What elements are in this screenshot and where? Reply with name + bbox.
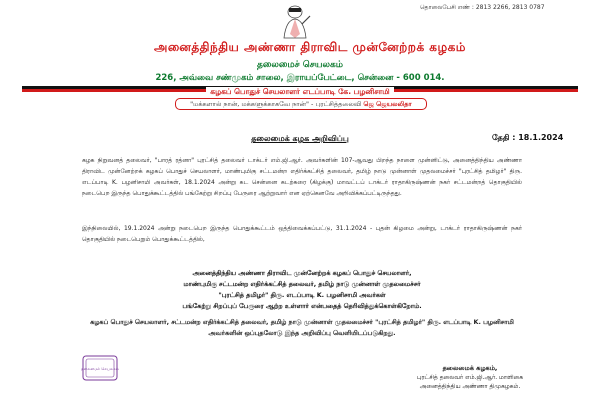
party-name-heading: அனைத்திந்திய அண்ணா திராவிட முன்னேற்றக் கழகம் <box>154 40 466 54</box>
announcement-line-3: "புரட்சித் தமிழர்" திரு. எடப்பாடி K. பழனிசாமி அவர்கள் <box>218 291 386 299</box>
announcement-line-2: மாண்புமிகு சட்டமன்ற எதிர்க்கட்சித் தலைவர், தமிழ் நாடு முன்னாள் முதலமைச்சர் <box>183 280 421 288</box>
office-seal <box>80 348 120 388</box>
address-line: 226, அவ்வை சண்முகம் சாலை, இராயப்பேட்டை, சென்னை - 600 014. <box>155 73 445 83</box>
signature-block <box>400 364 540 391</box>
notice-title: தலைமைக் கழக அறிவிப்பு <box>251 134 349 143</box>
seal-text: தலைமைச் செயலகம் <box>80 366 120 371</box>
header-phone: தொலைபேசி எண் : 2813 2266, 2813 0787 <box>420 4 545 11</box>
announcement-block <box>82 268 522 312</box>
party-leader-emblem <box>278 4 312 40</box>
tagline-box <box>175 98 427 110</box>
general-secretary-label <box>0 87 600 97</box>
signature-line-1: புரட்சித் தலைவர் எம்.ஜி.ஆர். மாளிகை <box>416 374 524 381</box>
signature-title: தலைமைக் கழகம், <box>442 364 498 372</box>
announcement-line-1: அனைத்திந்திய அண்ணா திராவிட முன்னேற்றக் கழகப் பொதுச் செயலாளர், <box>192 269 412 277</box>
general-secretary-text: கழகப் பொதுச் செயலாளர் எடப்பாடி கே. பழனிசாமி <box>206 87 393 96</box>
hq-label: தலைமைச் செயலகம் <box>257 60 343 70</box>
notice-date: தேதி : 18.1.2024 <box>492 133 564 142</box>
announcement-line-4: பங்கேற்று சிறப்புப் பேருரை ஆற்ற உள்ளார் என்பதைத் தெரிவித்துக்கொள்கிறோம். <box>182 302 422 310</box>
body-paragraph-3: கழகப் பொதுச் செயலாளர், சட்டமன்ற எதிர்க்கட்சித் தலைவர், தமிழ் நாடு முன்னாள் முதலமைச்சர் "புரட்சித் தமிழர்" திரு. எடப்பாடி K. பழனிசாமி அவர்களின் ஒப்புதலோடு இந்த அறிவிப்பு வெளியிடப்படுகிறது. <box>90 318 514 337</box>
body-paragraph-2: இந்நிலையில், 19.1.2024 அன்று நடைபெற இருந்த பொதுக்கூட்டம் ஒத்திவைக்கப்பட்டு, 31.1.2024 - புதன் கிழமை அன்று, டாக்டர் ராதாகிருஷ்ணன் நகர் தொகுதியில் நடைபெறும் பொதுக்கூட்டத்தில், <box>82 225 522 243</box>
signature-line-2: அனைத்திந்திய அண்ணா திமுகழகம். <box>419 383 521 390</box>
tagline-prefix: "மக்களால் நான், மக்களுக்காகவே நான்" - புரட்சித்தலைவி <box>190 100 362 108</box>
body-paragraph-1: கழக நிறுவனத் தலைவர், "பாரத் ரத்னா" புரட்சித் தலைவர் டாக்டர் எம்.ஜி.ஆர். அவர்களின் 107-ஆவது பிறந்த நாளை முன்னிட்டு, அனைத்திந்திய அண்ணா திராவிட முன்னேற்றக் கழகப் பொதுச் செயலாளர், மாண்புமிகு சட்டமன்ற எதிர்க்கட்சித் தலைவர், தமிழ் நாடு முன்னாள் முதலமைச்சர் "புரட்சித் தமிழர்" திரு. எடப்பாடி K. பழனிசாமி அவர்கள், 18.1.2024 அன்று கட சென்னை கடற்கரை (கிழக்கு) மாவட்டப் டாக்டர் ராதாகிருஷ்ணன் நகர் சட்டமன்றத் தொகுதியில் நடைபெற இருந்த பொதுக்கூட்டத்தில் பங்கேற்று சிறப்பு பேருரை ஆற்றுவார் என ஏற்கெனவே அறிவிக்கப்பட்டிருந்தது. <box>82 157 522 197</box>
tagline-name: ஜெ ஜெயலலிதா <box>363 100 412 108</box>
